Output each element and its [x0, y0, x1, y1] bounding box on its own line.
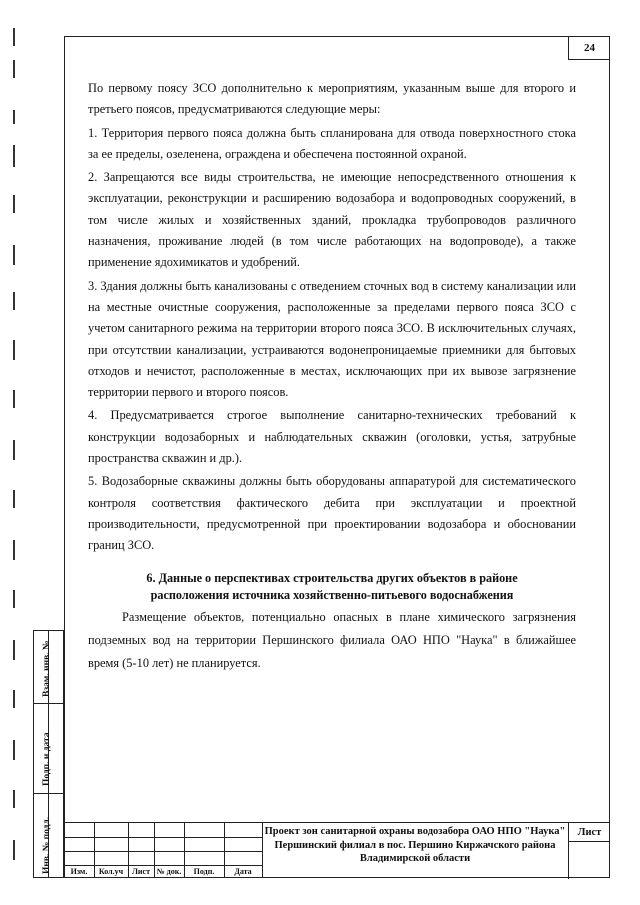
stamp-header-cell: Изм. — [70, 867, 88, 876]
side-label-original-inv: Инв. № подл. — [42, 816, 52, 874]
stamp-project-title — [264, 825, 566, 866]
stamp-header-cell: Кол.уч — [98, 867, 124, 876]
section-heading — [88, 570, 576, 604]
side-cell — [34, 703, 63, 793]
binding-edge-marks — [0, 0, 30, 905]
section-heading-line: расположения источника хозяйственно-питьевого водоснабжения — [150, 588, 514, 602]
page-number: 24 — [568, 36, 610, 60]
title-block-stamp — [64, 822, 610, 878]
list-item: 5. Водозаборные скважины должны быть оборудованы аппаратурой для систематического контроля соответствия фактического дебита при эксплуатации и проектной производительности, предусмотренной при проектировании водозабора и обосновании границ ЗСО. — [88, 474, 576, 553]
list-item: 3. Здания должны быть канализованы с отведением сточных вод в систему канализации или на местные очистные сооружения, расположенные за пределами первого пояса ЗСО с учетом санитарного режима на территории второго пояса ЗСО. В исключительных случаях, при отсутствии канализации, устраиваются водонепроницаемые приемники для бытовых отходов и нечистот, расположенные в местах, исключающих при их вывозе загрязнение территории первого и второго поясов. — [88, 278, 576, 400]
stamp-headers — [64, 865, 262, 879]
section-paragraph: Размещение объектов, потенциально опасных в плане химического загрязнения подземных вод на территории Першинского филиала ОАО НПО "Наука" в ближайшее время (5-10 лет) не планируется. — [88, 610, 576, 670]
side-cell — [34, 793, 63, 877]
side-label-replacement-inv: Взам. инв. № — [42, 640, 52, 697]
list-item: 2. Запрещаются все виды строительства, не имеющие непосредственного отношения к эксплуатации, реконструкции и расширению водозабора и водопроводных сооружений, в том числе жилых и хозяйственных зданий, прокладка трубопроводов различного назначения, проживание людей (в том числе работающих на водопроводе), а также применение ядохимикатов и удобрений. — [88, 170, 576, 270]
side-cell — [34, 631, 63, 703]
stamp-header-cell: № док. — [156, 867, 182, 876]
list-item: 1. Территория первого пояса должна быть спланирована для отвода поверхностного стока за ее пределы, озеленена, ограждена и обеспечена постоянной охраной. — [88, 125, 576, 161]
stamp-header-cell: Лист — [131, 867, 151, 876]
stamp-sheet-cell — [568, 823, 610, 879]
side-label-signature-date: Подп. и дата — [42, 732, 52, 786]
intro-paragraph: По первому поясу ЗСО дополнительно к мероприятиям, указанным выше для второго и третьего поясов, предусматриваются следующие меры: — [88, 81, 576, 117]
stamp-header-cell: Дата — [234, 867, 252, 876]
stamp-header-cell: Подп. — [193, 867, 215, 876]
section-heading-line: 6. Данные о перспективах строительства других объектов в районе — [146, 571, 518, 585]
side-signature-table — [33, 630, 64, 878]
stamp-sheet-label: Лист — [569, 823, 610, 842]
stamp-revision-grid — [64, 823, 263, 878]
body-text — [88, 78, 576, 559]
list-item: 4. Предусматривается строгое выполнение санитарно-технических требований к конструкции водозаборных и наблюдательных скважин (оголовки, устья, затрубные пространства скважин и др.). — [88, 408, 576, 466]
stamp-title-line: Першинский филиал в пос. Першино Киржачского района — [274, 839, 556, 851]
stamp-title-line: Владимирской области — [359, 853, 471, 864]
section-body — [88, 606, 576, 675]
stamp-title-line: Проект зон санитарной охраны водозабора ОАО НПО "Наука" — [264, 826, 566, 837]
